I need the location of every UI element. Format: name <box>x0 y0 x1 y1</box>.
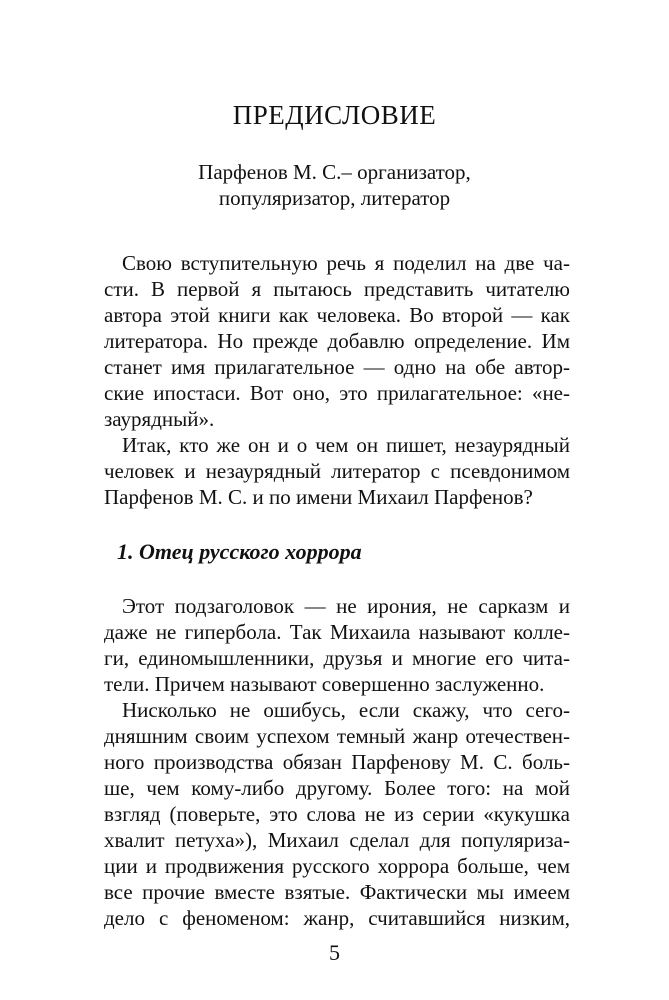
text-line: Парфенов М. С. и по имени Михаил Парфенов? <box>104 485 533 509</box>
text-line: человек и незаурядный литератор с псевдонимом <box>104 459 570 483</box>
page-number: 5 <box>329 940 340 965</box>
text-line: все прочие вместе взятые. Фактически мы имеем <box>104 880 570 904</box>
text-line: ного производства обязан Парфенову М. С. боль- <box>104 750 570 774</box>
text-line: взгляд (поверьте, это слова не из серии «кукушка <box>104 802 570 826</box>
text-line: дело с феноменом: жанр, считавшийся низким, <box>104 906 570 930</box>
page-title: ПРЕДИСЛОВИЕ <box>232 100 437 130</box>
text-line: тели. Причем называют совершенно заслуженно. <box>104 672 545 696</box>
text-line: автора этой книги как человека. Во второй — как <box>104 303 570 327</box>
text-line: ции и продвижения русского хоррора больше, чем <box>104 854 570 878</box>
text-line: даже не гипербола. Так Михаила называют колле- <box>104 620 570 644</box>
text-line: ше, чем кому-либо другому. Более того: на мой <box>104 776 570 800</box>
text-line: Этот подзаголовок — не ирония, не сарказм и <box>122 594 570 618</box>
text-line: дняшним своим успехом темный жанр отечествен- <box>104 724 570 748</box>
text-line: ги, единомышленники, друзья и многие его чита- <box>104 646 570 670</box>
text-line: Итак, кто же он и о чем он пишет, незаурядный <box>122 433 570 457</box>
text-line: заурядный». <box>104 407 215 431</box>
text-line: сти. В первой я пытаюсь представить читателю <box>104 277 570 301</box>
text-line: Нисколько не ошибусь, если скажу, что сего- <box>122 698 570 722</box>
text-line: литератора. Но прежде добавлю определение. Им <box>104 329 570 353</box>
text-line: хвалит петуха»), Михаил сделал для популяриза- <box>104 828 570 852</box>
section-heading: 1. Отец русского хоррора <box>117 539 362 564</box>
subtitle-line-1: Парфенов М. С.– организатор, <box>198 160 471 184</box>
subtitle-line-2: популяризатор, литератор <box>218 186 451 210</box>
text-line: ские ипостаси. Вот оно, это прилагательное: «не- <box>104 381 570 405</box>
text-line: Свою вступительную речь я поделил на две ча- <box>122 251 570 275</box>
text-line: станет имя прилагательное — одно на обе автор- <box>104 355 570 379</box>
